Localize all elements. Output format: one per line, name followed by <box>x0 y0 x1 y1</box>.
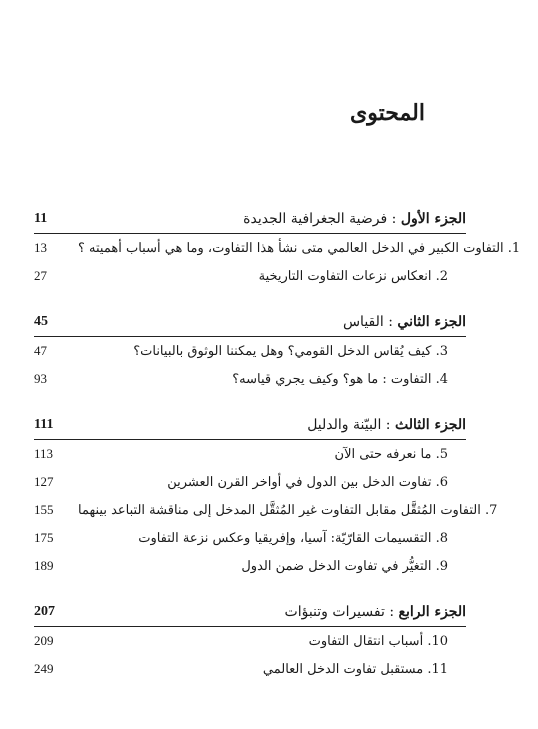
toc-entry[interactable] <box>34 524 466 552</box>
toc-entry[interactable] <box>34 365 466 393</box>
part-heading: الجزء الثاني <box>397 314 466 330</box>
toc-entry[interactable] <box>34 440 466 468</box>
toc-entry[interactable] <box>34 552 466 580</box>
chapter-title: 2. انعكاس نزعات التفاوت التاريخية <box>258 268 448 284</box>
toc-entry[interactable] <box>34 627 466 655</box>
part-page-number: 45 <box>34 314 48 329</box>
part-heading-row[interactable] <box>34 205 466 233</box>
part-title <box>78 417 466 433</box>
part-title <box>78 211 466 227</box>
part-page-number: 111 <box>34 417 54 432</box>
part-heading-row[interactable] <box>34 598 466 626</box>
chapter-title: 7. التفاوت المُثقَّل مقابل التفاوت غير المُثقَّل المدخل إلى مناقشة التباعد بينهما <box>78 502 498 518</box>
toc-entry[interactable] <box>34 655 466 683</box>
chapter-page-number: 127 <box>34 474 54 489</box>
chapter-title: 1. التفاوت الكبير في الدخل العالمي متى نشأ هذا التفاوت، وما هي أسباب أهميته ؟ <box>78 240 521 256</box>
chapter-page-number: 189 <box>34 558 54 573</box>
chapter-title: 6. تفاوت الدخل بين الدول في أواخر القرن العشرين <box>167 474 448 490</box>
part-page-number: 11 <box>34 211 48 226</box>
chapter-title: 10. أسباب انتقال التفاوت <box>308 633 448 649</box>
page-title: المحتوى <box>350 100 425 126</box>
toc-part-4 <box>34 598 466 683</box>
part-subtitle: : تفسيرات وتنبؤات <box>284 604 395 620</box>
part-subtitle: : القياس <box>342 314 393 330</box>
chapter-page-number: 27 <box>34 268 47 283</box>
chapter-page-number: 93 <box>34 371 47 386</box>
toc-entry[interactable] <box>34 496 498 524</box>
toc-entry[interactable] <box>34 468 466 496</box>
part-subtitle: : البيّنة والدليل <box>307 417 391 433</box>
chapter-title: 3. كيف يُقاس الدخل القومي؟ وهل يمكننا الوثوق بالبيانات؟ <box>133 343 448 359</box>
chapter-page-number: 13 <box>34 240 47 255</box>
chapter-page-number: 209 <box>34 633 54 648</box>
chapter-title: 11. مستقبل تفاوت الدخل العالمي <box>262 661 448 677</box>
chapter-title: 4. التفاوت : ما هو؟ وكيف يجري قياسه؟ <box>232 371 448 387</box>
part-subtitle: : فرضية الجغرافية الجديدة <box>243 211 397 227</box>
chapter-page-number: 155 <box>34 502 54 517</box>
toc-entry[interactable] <box>34 234 521 262</box>
part-heading: الجزء الثالث <box>394 417 466 433</box>
part-page-number: 207 <box>34 604 55 619</box>
part-heading: الجزء الأول <box>400 211 466 227</box>
chapter-page-number: 47 <box>34 343 47 358</box>
toc-entry[interactable] <box>34 337 466 365</box>
part-heading-row[interactable] <box>34 308 466 336</box>
chapter-title: 8. التقسيمات القارّيّة: آسيا، وإفريقيا وعكس نزعة التفاوت <box>138 530 448 546</box>
part-heading-row[interactable] <box>34 411 466 439</box>
toc-part-3 <box>34 411 498 580</box>
part-heading: الجزء الرابع <box>398 604 466 620</box>
toc-part-2 <box>34 308 466 393</box>
chapter-title: 5. ما نعرفه حتى الآن <box>334 446 448 462</box>
toc-part-1 <box>34 205 521 290</box>
part-title <box>78 604 466 620</box>
table-of-contents <box>34 205 521 701</box>
toc-entry[interactable] <box>34 262 466 290</box>
part-title <box>78 314 466 330</box>
chapter-title: 9. التغيُّر في تفاوت الدخل ضمن الدول <box>241 558 448 574</box>
chapter-page-number: 175 <box>34 530 54 545</box>
chapter-page-number: 113 <box>34 446 54 461</box>
chapter-page-number: 249 <box>34 661 54 676</box>
